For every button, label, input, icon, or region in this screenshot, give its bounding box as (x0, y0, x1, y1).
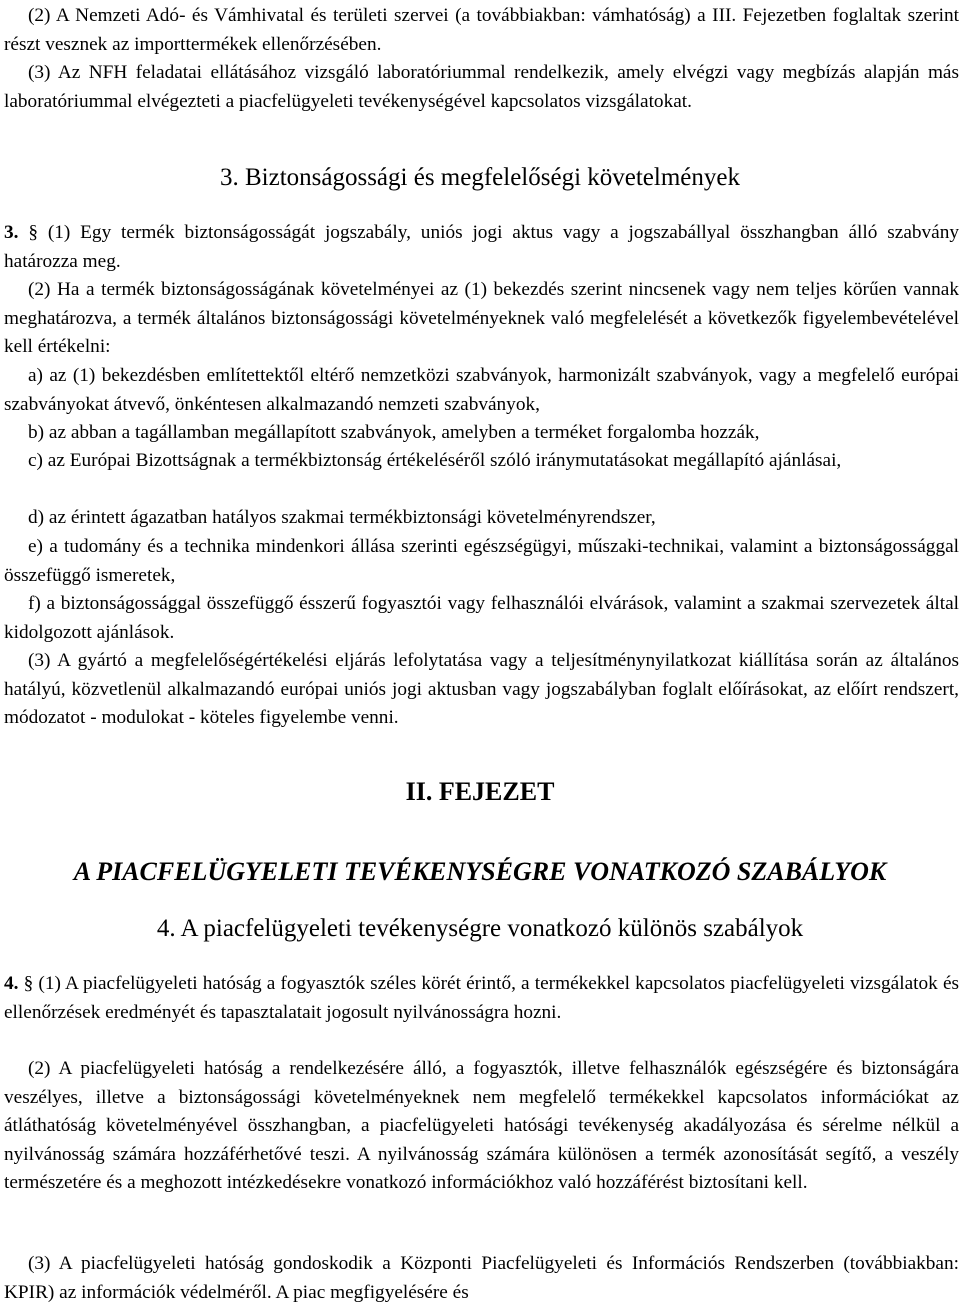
paragraph-nfh-laboratory: (3) Az NFH feladatai ellátásához vizsgáló laboratóriummal rendelkezik, amely elvégzi vagy megbízás alapján más laboratóriummal elvégezteti a piacfelügyeleti tevékenységével kapcsolatos vizsgálatokat. (4, 62, 959, 112)
section-number: 4. (4, 973, 19, 994)
section-3-item-e: e) a tudomány és a technika mindenkori állása szerinti egészségügyi, műszaki-technikai, valamint a biztonságossággal összefüggő ismeretek, (4, 536, 959, 586)
section-number: 3. (4, 222, 19, 243)
section-mark: § (23, 973, 34, 994)
section-4-paragraph-3: (3) A piacfelügyeleti hatóság gondoskodik a Központi Piacfelügyeleti és Információs Rendszerben (továbbiakban: KPIR) az információk védelméről. A piac megfigyelésére és (4, 1253, 959, 1303)
chapter-title: A PIACFELÜGYELETI TEVÉKENYSÉGRE VONATKOZÓ SZABÁLYOK (73, 857, 887, 886)
section-heading-3: 3. Biztonságossági és megfelelőségi követelmények (219, 164, 740, 191)
section-3-item-d: d) az érintett ágazatban hatályos szakmai termékbiztonsági követelményrendszer, (28, 507, 656, 528)
section-3-paragraph-3: (3) A gyártó a megfelelőségértékelési eljárás lefolytatása vagy a teljesítménynyilatkozat kiállítása során az általános hatályú, közvetlenül alkalmazandó európai uniós jogi aktusban vagy jogszabályban foglalt előírásokat, az előírt rendszert, módozatot - modulokat - köteles figyelembe venni. (4, 650, 959, 729)
section-3-paragraph-1: 3. § (1) Egy termék biztonságosságát jogszabály, uniós jogi aktus vagy a jogszabállyal összhangban álló szabvány határozza meg. (4, 222, 959, 272)
section-heading-4: 4. A piacfelügyeleti tevékenységre vonatkozó különös szabályok (156, 915, 804, 942)
section-3-item-a: a) az (1) bekezdésben említettektől eltérő nemzetközi szabványok, harmonizált szabványok, vagy a megfelelő európai szabványokat átvevő, önkéntesen alkalmazandó nemzeti szabványok, (4, 365, 959, 415)
section-3-item-f: f) a biztonságossággal összefüggő ésszerű fogyasztói vagy felhasználói elvárások, valamint a szakmai szervezetek által kidolgozott ajánlások. (4, 593, 959, 643)
section-3-item-b: b) az abban a tagállamban megállapított szabványok, amelyben a terméket forgalomba hozzák, (28, 422, 760, 443)
section-4-paragraph-1: 4. § (1) A piacfelügyeleti hatóság a fogyasztók széles körét érintő, a termékekkel kapcsolatos piacfelügyeleti vizsgálatok és ellenőrzések eredményét és tapasztalatait jogosult nyilvánosságra hozni. (4, 973, 960, 1023)
section-4-paragraph-2: (2) A piacfelügyeleti hatóság a rendelkezésére álló, a fogyasztók, illetve felhasználók egészségére és biztonságára veszélyes, illetve a biztonságossági követelményeknek nem megfelelő termékekkel kapcsolatos információkat az átláthatóság követelményével összhangban, a piacfelügyeleti hatósági tevékenység akadályozása és sérelme nélkül a nyilvánosság számára hozzáférhetővé teszi. A nyilvánosság számára különösen a termék azonosítását segítő, a veszély természetére és a meghozott intézkedésekre vonatkozó információkhoz való hozzáférést biztosítani kell. (4, 1058, 959, 1194)
section-3-paragraph-2: (2) Ha a termék biztonságosságának követelményei az (1) bekezdés szerint nincsenek vagy nem teljes körűen vannak meghatározva, a termék általános biztonságossági követelményeknek való megfelelését a következők figyelembevételével kell értékelni: (4, 279, 959, 358)
section-3-item-c: c) az Európai Bizottságnak a termékbiztonság értékeléséről szóló iránymutatásokat megállapító ajánlásai, (28, 450, 842, 471)
section-mark: § (28, 222, 38, 243)
paragraph-customs-authority: (2) A Nemzeti Adó- és Vámhivatal és területi szervei (a továbbiakban: vámhatóság) a III. Fejezetben foglaltak szerint részt vesznek az importtermékek ellenőrzésében. (4, 5, 959, 55)
chapter-heading: II. FEJEZET (405, 777, 555, 806)
